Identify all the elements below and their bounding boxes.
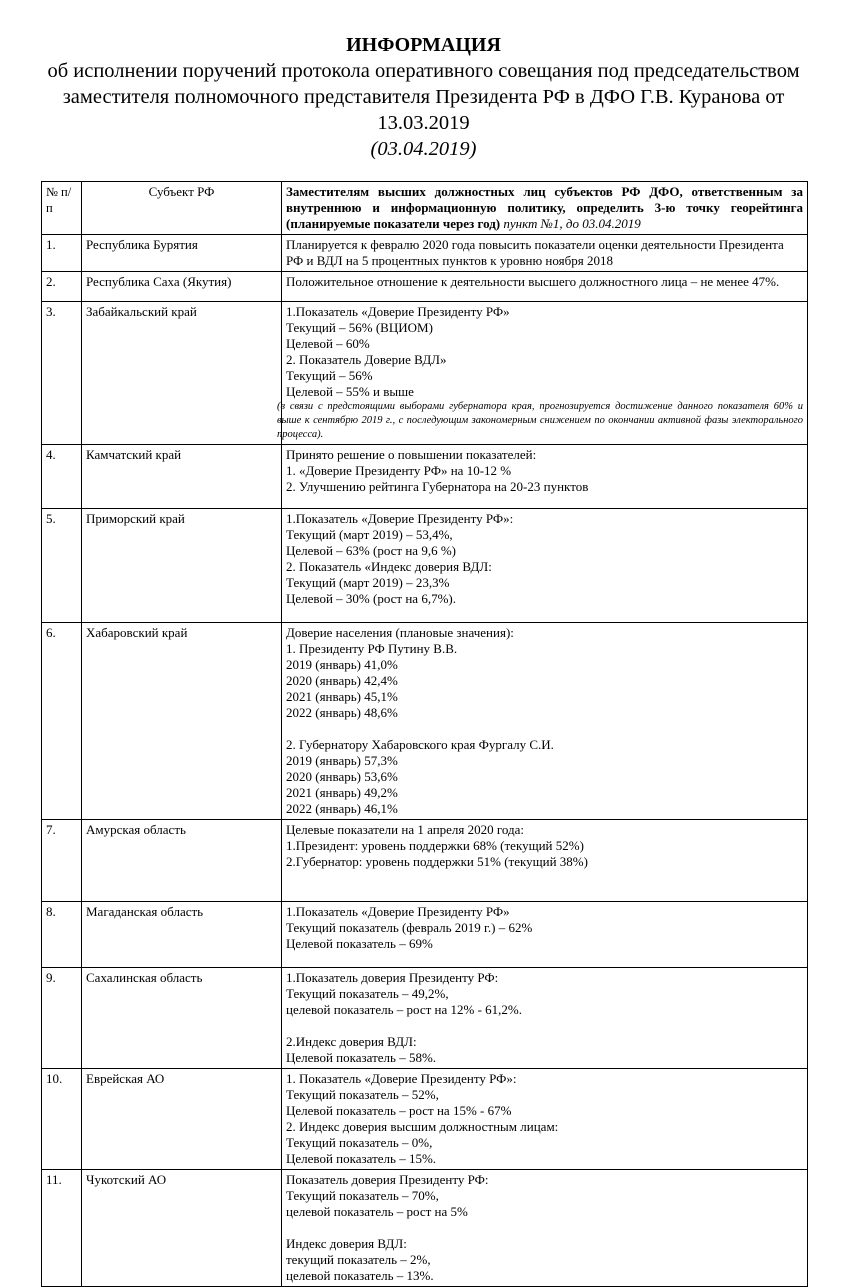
info-line: 1. «Доверие Президенту РФ» на 10-12 % (286, 463, 512, 478)
table-row (42, 968, 808, 1069)
info-line: Текущий – 56% (ВЦИОМ) (286, 320, 433, 335)
table-row (42, 1170, 808, 1287)
info-line: текущий показатель – 2%, (286, 1252, 431, 1267)
info-line: 2022 (январь) 48,6% (286, 705, 398, 720)
info-line: Текущий – 56% (286, 368, 373, 383)
row-number: 5. (42, 509, 82, 623)
info-line: Принято решение о повышении показателей: (286, 447, 537, 462)
table-header-row (42, 182, 808, 235)
info-line (286, 1018, 803, 1034)
table-row (42, 820, 808, 902)
column-header-number: № п/п (42, 182, 82, 235)
info-line: Целевой – 60% (286, 336, 370, 351)
row-subject: Чукотский АО (82, 1170, 282, 1287)
row-number: 6. (42, 623, 82, 820)
row-info (277, 302, 808, 445)
info-line: 2020 (январь) 42,4% (286, 673, 398, 688)
document-title: ИНФОРМАЦИЯ (346, 34, 501, 56)
column-header-info-italic: пункт №1, до 03.04.2019 (500, 216, 641, 231)
row-info (282, 820, 808, 902)
info-line: Целевой показатель – рост на 15% - 67% (286, 1103, 512, 1118)
info-line: 1. Показатель «Доверие Президенту РФ»: (286, 1071, 517, 1086)
document-subtitle-line-3: 13.03.2019 (377, 112, 470, 134)
info-line: Текущий (март 2019) – 53,4%, (286, 527, 453, 542)
info-line (286, 1220, 803, 1236)
row-subject: Приморский край (82, 509, 282, 623)
info-line: 1.Президент: уровень поддержки 68% (текущий 52%) (286, 838, 584, 853)
column-header-info-bold: Заместителям высших должностных лиц субъектов РФ ДФО, ответственным за внутреннюю и информационную политику, определить 3-ю точку георейтинга (планируемые показатели через год) (286, 184, 803, 231)
info-line: 1.Показатель «Доверие Президенту РФ» (286, 904, 510, 919)
info-line: 2. Индекс доверия высшим должностным лицам: (286, 1119, 559, 1134)
row-subject: Сахалинская область (82, 968, 282, 1069)
document-subtitle-line-1: об исполнении поручений протокола оперативного совещания под председательством (47, 60, 800, 82)
table-row (42, 302, 808, 445)
row-number: 9. (42, 968, 82, 1069)
row-number: 8. (42, 902, 82, 968)
info-line: Показатель доверия Президенту РФ: (286, 1172, 489, 1187)
table-row (42, 272, 808, 302)
row-info (282, 235, 808, 272)
info-line (286, 721, 803, 737)
info-line: Доверие населения (плановые значения): (286, 625, 514, 640)
info-line: Целевой – 63% (рост на 9,6 %) (286, 543, 456, 558)
info-line: целевой показатель – 13%. (286, 1268, 434, 1283)
row-number: 3. (42, 302, 82, 445)
row-number: 10. (42, 1069, 82, 1170)
report-table (41, 181, 808, 1287)
row-subject: Магаданская область (82, 902, 282, 968)
info-line: 1. Президенту РФ Путину В.В. (286, 641, 458, 656)
row-info (282, 968, 808, 1069)
document-date: (03.04.2019) (370, 138, 477, 160)
info-line: Целевые показатели на 1 апреля 2020 года: (286, 822, 525, 837)
info-line: 2022 (январь) 46,1% (286, 801, 398, 816)
row-info (282, 509, 808, 623)
row-info (282, 1069, 808, 1170)
info-line: Целевой показатель – 69% (286, 936, 433, 951)
info-note: (в связи с предстоящими выборами губернатора края, прогнозируется достижение данного показателя 60% и выше к сентябрю 2019 г., с последующим закономерным снижением по окончании активной фазы электорального процесса). (277, 401, 803, 440)
info-line: 2. Губернатору Хабаровского края Фургалу С.И. (286, 737, 554, 752)
row-subject: Еврейская АО (82, 1069, 282, 1170)
info-line: 2019 (январь) 57,3% (286, 753, 398, 768)
info-line: 2.Губернатор: уровень поддержки 51% (текущий 38%) (286, 854, 588, 869)
info-line: Текущий показатель – 49,2%, (286, 986, 449, 1001)
row-info (282, 272, 808, 302)
row-number: 7. (42, 820, 82, 902)
table-body (42, 235, 808, 1287)
table-row (42, 623, 808, 820)
info-line: Планируется к февралю 2020 года повысить показатели оценки деятельности Президента РФ и ВДЛ на 5 процентных пунктов к уровню ноября 2018 (286, 237, 784, 268)
row-subject: Камчатский край (82, 445, 282, 509)
document-header (20, 32, 827, 162)
info-line: Индекс доверия ВДЛ: (286, 1236, 407, 1251)
document-subtitle-line-2: заместителя полномочного представителя Президента РФ в ДФО Г.В. Куранова от (62, 86, 785, 108)
info-line: 2. Улучшению рейтинга Губернатора на 20-23 пунктов (286, 479, 589, 494)
row-subject: Республика Саха (Якутия) (82, 272, 282, 302)
table-row (42, 1069, 808, 1170)
row-number: 2. (42, 272, 82, 302)
row-info (282, 623, 808, 820)
info-line: Текущий показатель – 70%, (286, 1188, 439, 1203)
info-line: 2019 (январь) 41,0% (286, 657, 398, 672)
row-info (282, 445, 808, 509)
row-subject: Забайкальский край (82, 302, 282, 445)
row-subject: Республика Бурятия (82, 235, 282, 272)
info-line: 2.Индекс доверия ВДЛ: (286, 1034, 417, 1049)
info-line: Текущий показатель (февраль 2019 г.) – 62% (286, 920, 533, 935)
row-number: 1. (42, 235, 82, 272)
info-line: 2021 (январь) 45,1% (286, 689, 398, 704)
table-row (42, 509, 808, 623)
info-line: 2. Показатель «Индекс доверия ВДЛ: (286, 559, 492, 574)
info-line: Текущий показатель – 52%, (286, 1087, 439, 1102)
info-line: 2. Показатель Доверие ВДЛ» (286, 352, 447, 367)
row-subject: Амурская область (82, 820, 282, 902)
info-line: Текущий показатель – 0%, (286, 1135, 433, 1150)
row-subject: Хабаровский край (82, 623, 282, 820)
column-header-info (282, 182, 808, 235)
info-line: 2021 (январь) 49,2% (286, 785, 398, 800)
info-line: 1.Показатель доверия Президенту РФ: (286, 970, 499, 985)
row-number: 11. (42, 1170, 82, 1287)
info-line: Положительное отношение к деятельности высшего должностного лица – не менее 47%. (286, 274, 780, 289)
column-header-subject: Субъект РФ (82, 182, 282, 235)
table-row (42, 445, 808, 509)
row-info (282, 1170, 808, 1287)
info-line: 1.Показатель «Доверие Президенту РФ» (286, 304, 510, 319)
info-line: Целевой – 55% и выше (286, 384, 414, 399)
info-line: 2020 (январь) 53,6% (286, 769, 398, 784)
table-row (42, 902, 808, 968)
info-line: целевой показатель – рост на 5% (286, 1204, 468, 1219)
info-line: Целевой показатель – 15%. (286, 1151, 437, 1166)
info-line: целевой показатель – рост на 12% - 61,2%. (286, 1002, 523, 1017)
row-info (282, 902, 808, 968)
info-line: Целевой показатель – 58%. (286, 1050, 437, 1065)
table-row (42, 235, 808, 272)
info-line: Текущий (март 2019) – 23,3% (286, 575, 450, 590)
info-line: Целевой – 30% (рост на 6,7%). (286, 591, 456, 606)
info-line: 1.Показатель «Доверие Президенту РФ»: (286, 511, 514, 526)
row-number: 4. (42, 445, 82, 509)
